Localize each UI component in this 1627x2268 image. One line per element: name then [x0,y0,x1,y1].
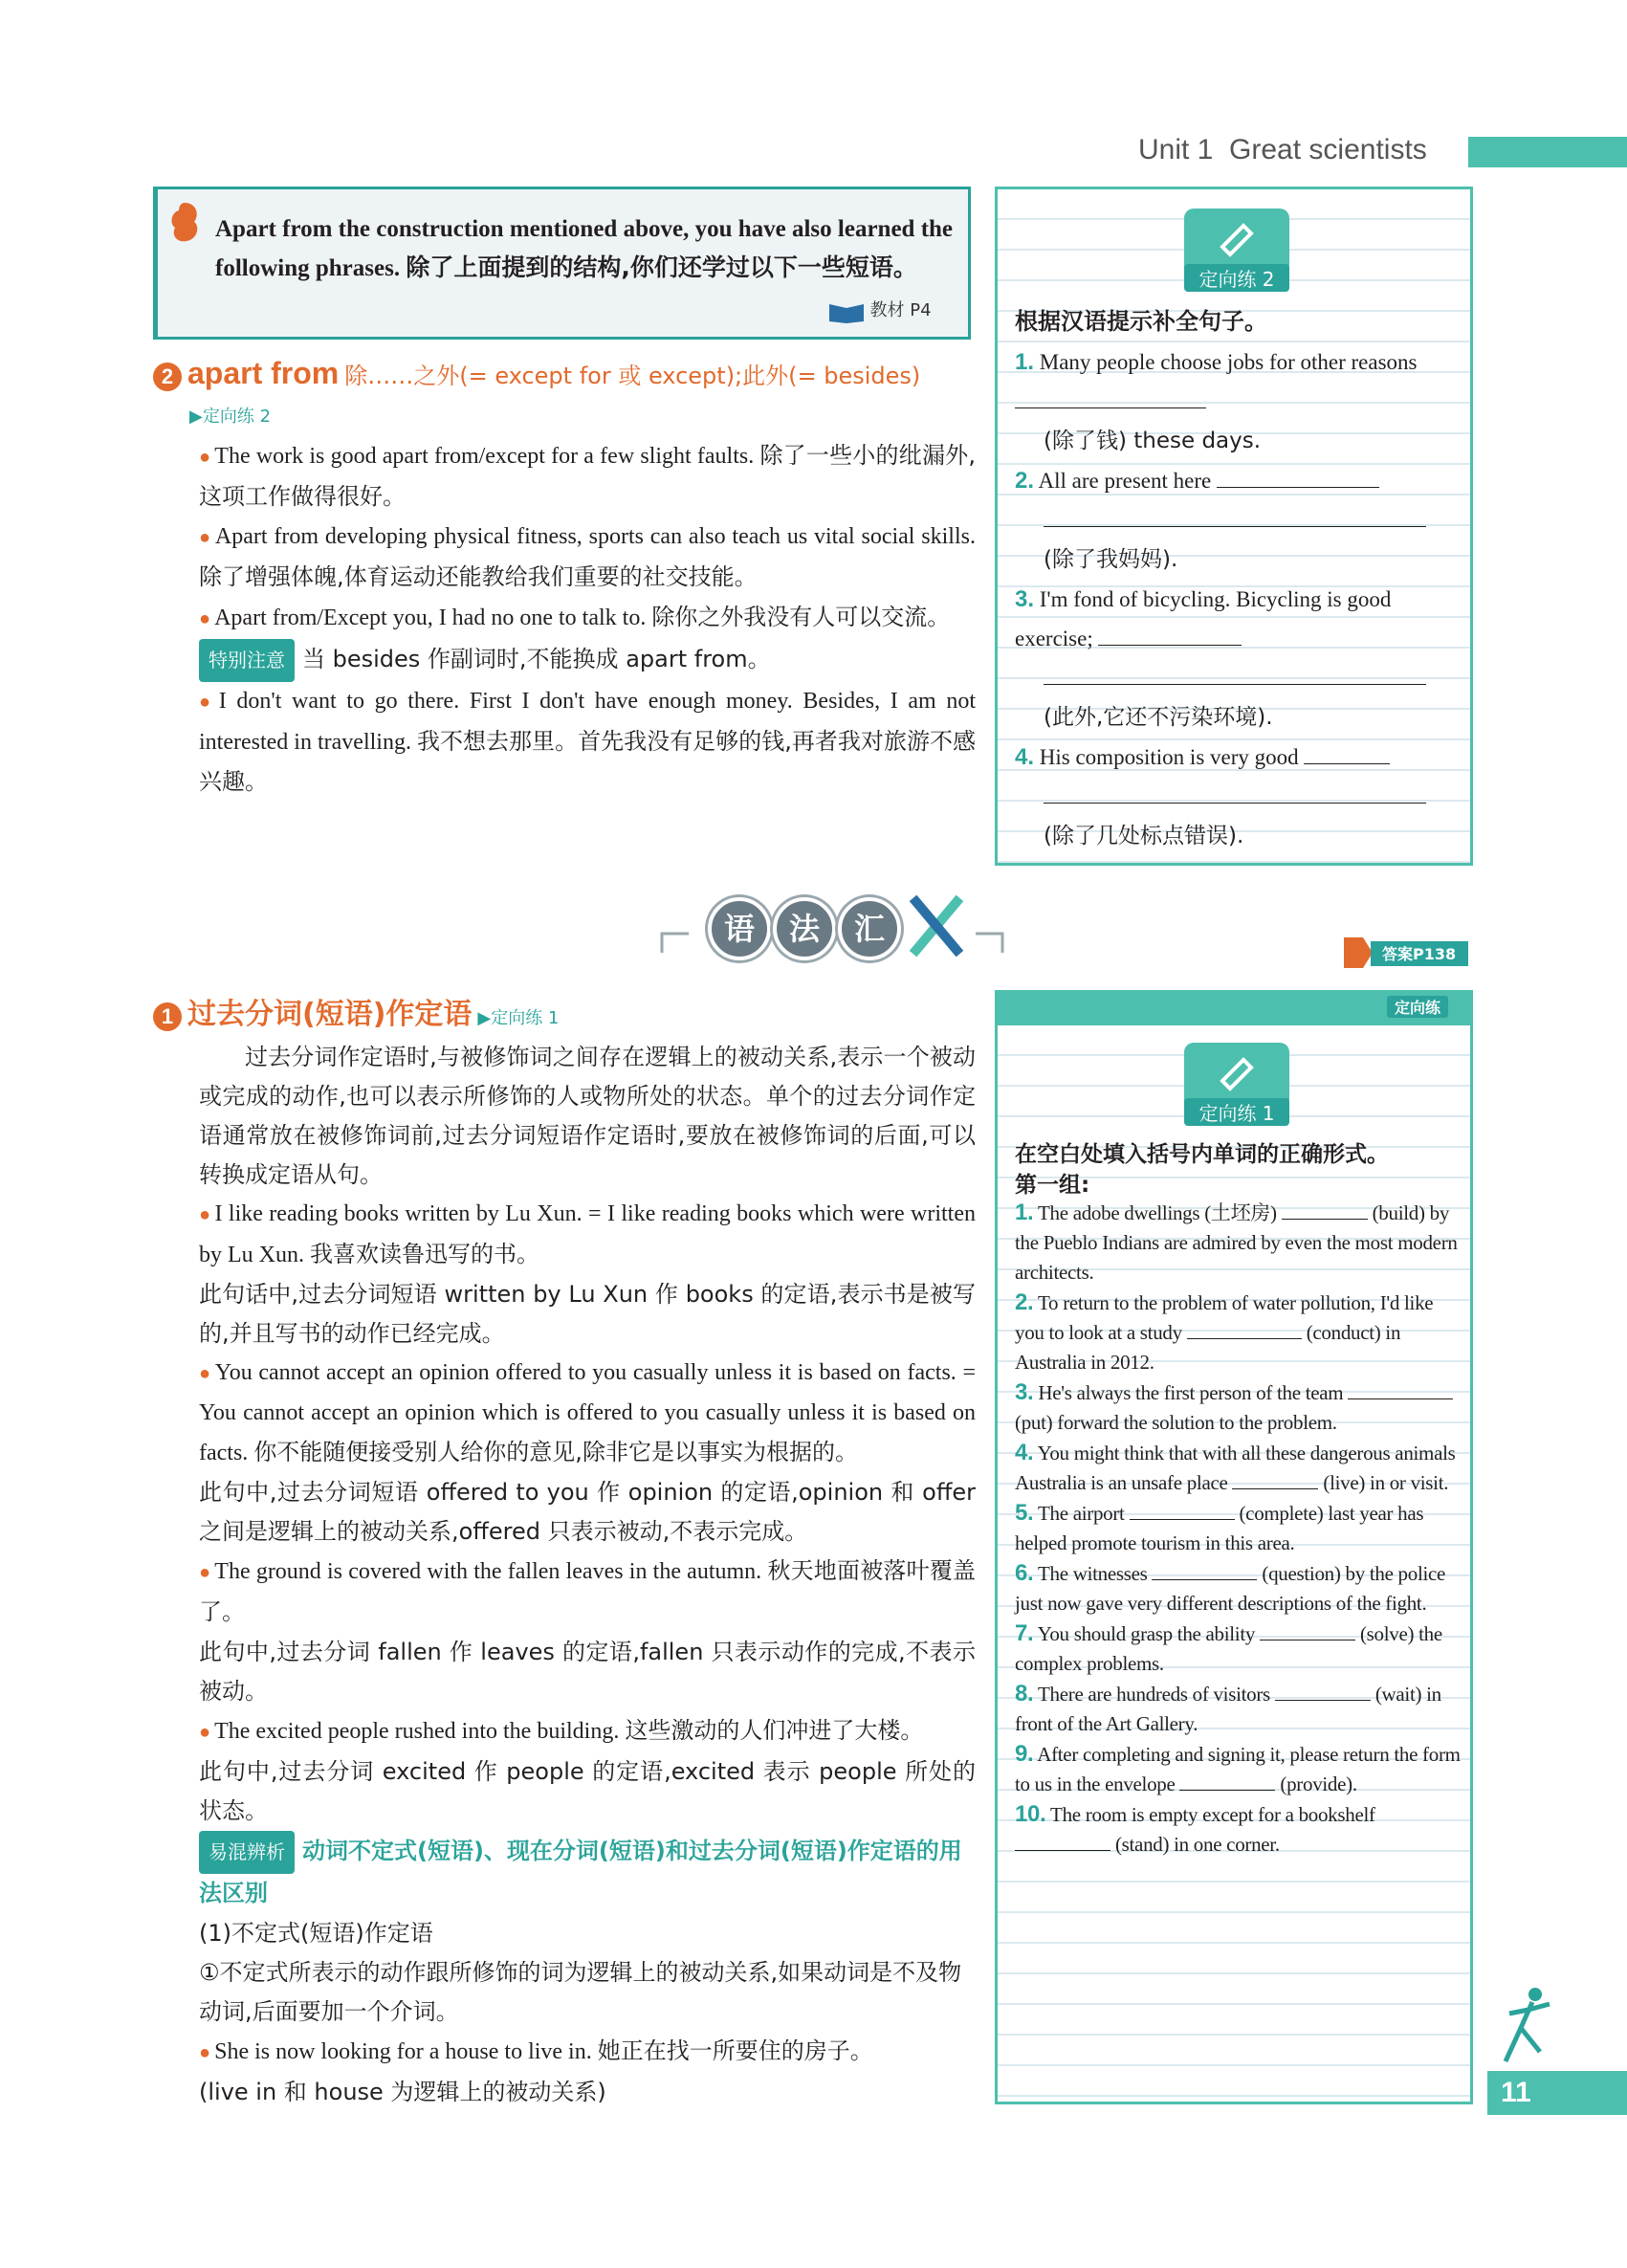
answer-blank[interactable] [1098,625,1242,646]
grammar-example-3: ● The ground is covered with the fallen leaves in the autumn. 秋天地面被落叶覆盖了。 [199,1557,977,1625]
runner-figure-icon [1492,1985,1559,2066]
pen-icon [1184,209,1289,266]
badge-label: 定向练 1 [1184,1098,1289,1126]
grammar-example-1-note: 此句话中,过去分词短语 written by Lu Xun 作 books 的定语,表示书是被写的,并且写书的动作已经完成。 [199,1281,976,1347]
answer-blank[interactable] [1232,1470,1318,1489]
example-2: ● Apart from developing physical fitness, sports can also teach us vital social skills. 除了增强体魄,体育运动还能教给我们重要的社交技能。 [199,524,976,590]
tip-row [199,1831,976,1914]
grammar-example-3-note: 此句中,过去分词 fallen 作 leaves 的定语,fallen 只表示动作的完成,不表示被动。 [199,1639,976,1705]
unit-title: Great scientists [1229,134,1427,165]
note-badge: 特别注意 [199,639,295,682]
grammar-practice-tag: ▶定向练 1 [477,1008,560,1028]
banner-char-1: 语 [708,897,771,960]
section-number-icon: 2 [153,363,182,391]
box2-instruction: 根据汉语提示补全句子。 [1015,308,1267,335]
answer-blank[interactable] [1348,1380,1453,1399]
banner-char-3: 汇 [838,897,901,960]
box1-item-5: 5. The airport (complete) last year has helped promote tourism in this area. [1015,1500,1424,1554]
phrase-meaning: 除……之外(= except for 或 except);此外(= besides) [344,363,921,389]
grammar-example-2-note: 此句中,过去分词短语 offered to you 作 opinion 的定语,opinion 和 offer 之间是逻辑上的被动关系,offered 只表示被动,不表示完成。 [199,1479,976,1545]
answer-page: 答案P138 [1382,945,1457,963]
box1-item-4: 4. You might think that with all these dangerous animals Australia is an unsafe place (live) in or visit. [1015,1440,1456,1494]
intro-chinese: 除了上面提到的结构,你们还学过以下一些短语。 [406,253,917,281]
answer-blank[interactable] [1187,1320,1302,1339]
unit-label: Unit 1 [1138,134,1214,165]
practice-box-1 [995,990,1473,2104]
box1-instruction: 在空白处填入括号内单词的正确形式。 [1015,1142,1389,1167]
unit-header [1138,134,1427,166]
special-note: 特别注意 当 besides 作副词时,不能换成 apart from。 [199,639,976,682]
box2-item-1: 1. Many people choose jobs for other reasons (除了钱) these days. [1015,349,1418,453]
intro-box [153,187,971,340]
example-4: ● I don't want to go there. First I don't have enough money. Besides, I am not interested in travelling. 我不想去那里。首先我没有足够的钱,再者我对旅游不感兴趣。 [199,689,976,795]
answer-blank[interactable] [1304,743,1390,764]
practice-tag: ▶定向练 2 [189,407,272,427]
box2-item-3: 3. I'm fond of bicycling. Bicycling is good exercise; (此外,它还不污染环境). [1015,580,1457,738]
example-3: ● Apart from/Except you, I had no one to talk to. 除你之外我没有人可以交流。 [199,604,951,630]
answer-blank[interactable] [1179,1772,1275,1791]
pen-icon [1184,1043,1289,1100]
badge-label: 定向练 2 [1184,264,1289,292]
grammar-section [153,995,976,2112]
practice-box-2 [995,187,1473,866]
answer-blank[interactable] [1044,664,1426,685]
grammar-example-2: ● You cannot accept an opinion offered to you casually unless it is based on facts. = You cannot accept an opinion which is offered to you casually unless it is based on facts. 你不能随便接受别人给你的意见,除非它是以事实为根据的。 [199,1360,976,1465]
answer-blank[interactable] [1044,506,1426,527]
bullet-icon: ● [199,447,211,468]
answer-blank[interactable] [1275,1682,1371,1701]
tip-badge: 易混辨析 [199,1831,295,1874]
box1-item-7: 7. You should grasp the ability (solve) the complex problems. [1015,1620,1442,1675]
sub-heading: (1)不定式(短语)作定语 [199,1920,433,1947]
grammar-example-1: ● I like reading books written by Lu Xun. = I like reading books which were written by Lu Xun. 我喜欢读鲁迅写的书。 [199,1201,976,1267]
sub-point: ①不定式所表示的动作跟所修饰的词为逻辑上的被动关系,如果动词是不及物动词,后面要加一个介词。 [199,1959,962,2025]
bullet-icon: ● [199,1562,211,1583]
box1-item-3: 3. He's always the first person of the team (put) forward the solution to the problem. [1015,1377,1461,1438]
box1-group: 第一组: [1015,1173,1090,1198]
box1-item-8: 8. There are hundreds of visitors (wait) in front of the Art Gallery. [1015,1681,1441,1735]
answer-blank[interactable] [1015,1832,1110,1851]
intro-english: Apart from the construction mentioned above, you have also learned the following phrases. [215,216,954,281]
example-1: ● The work is good apart from/except for a few slight faults. 除了一些小的纰漏外,这项工作做得很好。 [199,442,976,510]
box1-item-2: 2. To return to the problem of water pollution, I'd like you to look at a study (conduct) in Australia in 2012. [1015,1289,1434,1374]
grammar-intro: 过去分词作定语时,与被修饰词之间存在逻辑上的被动关系,表示一个被动或完成的动作,也可以表示所修饰的人或物所处的状态。单个的过去分词作定语通常放在被修饰词前,过去分词短语作定语时,要放在被修饰词的后面,可以转换成定语从句。 [199,1044,976,1188]
box1-items [1015,1198,1461,1860]
bullet-icon: ● [199,527,211,548]
box1-item-6: 6. The witnesses (question) by the police just now gave very different descriptions of the fight. [1015,1560,1446,1615]
bullet-icon: ● [199,2042,211,2063]
grammar-title-row [153,995,976,1038]
grammar-title: 过去分词(短语)作定语 [187,998,473,1031]
banner-char-2: 法 [773,897,836,960]
section-apart-from [153,354,976,397]
left-column [153,354,976,803]
squirrel-icon [167,199,202,245]
phrase-title: apart from [187,356,340,390]
pencil-ruler-icon [903,888,970,964]
bullet-icon: ● [199,608,211,629]
answer-blank[interactable] [1217,467,1379,488]
source-label: 教材 P4 [869,300,932,320]
box2-item-4: 4. His composition is very good (除了几处标点错误). [1015,738,1457,856]
box1-body [995,1023,1473,2104]
bullet-icon: ● [199,1204,211,1225]
grammar-example-4: ● The excited people rushed into the building. 这些激动的人们冲进了大楼。 [199,1717,924,1744]
bullet-icon: ● [199,1722,211,1743]
answer-blank[interactable] [1015,387,1206,408]
box2-items [1015,342,1457,856]
tip-title: 动词不定式(短语)、现在分词(短语)和过去分词(短语)作定语的用法区别 [199,1838,962,1906]
intro-text [215,210,961,288]
bullet-icon: ● [199,692,215,713]
box1-item-10: 10. The room is empty except for a bookshelf (stand) in one corner. [1015,1801,1375,1856]
page-number: 11 [1487,2071,1627,2115]
answer-blank[interactable] [1260,1621,1355,1640]
answer-blank[interactable] [1152,1561,1257,1580]
box1-corner-label: 定向练 [1387,996,1448,1018]
grammar-example-5: ● She is now looking for a house to live in. 她正在找一所要住的房子。 [199,2037,873,2064]
answer-blank[interactable] [1282,1200,1368,1220]
box1-item-1: 1. The adobe dwellings (土坯房) (build) by the Pueblo Indians are admired by even the most modern architects. [1015,1200,1458,1284]
answer-blank[interactable] [1044,782,1426,804]
grammar-banner [660,888,1004,979]
answer-tag [1344,937,1468,968]
answer-blank[interactable] [1130,1501,1235,1520]
grammar-example-5-note: (live in 和 house 为逻辑上的被动关系) [199,2079,606,2105]
header-bar [1468,137,1627,167]
box2-item-2: 2. All are present here (除了我妈妈). [1015,461,1457,580]
box1-item-9: 9. After completing and signing it, please return the form to us in the envelope (provide). [1015,1741,1461,1795]
book-icon [827,300,866,323]
section-number-icon: 1 [153,1002,182,1031]
grammar-example-4-note: 此句中,过去分词 excited 作 people 的定语,excited 表示 people 所处的状态。 [199,1758,976,1824]
bullet-icon: ● [199,1363,211,1384]
textbook-source [827,297,932,323]
